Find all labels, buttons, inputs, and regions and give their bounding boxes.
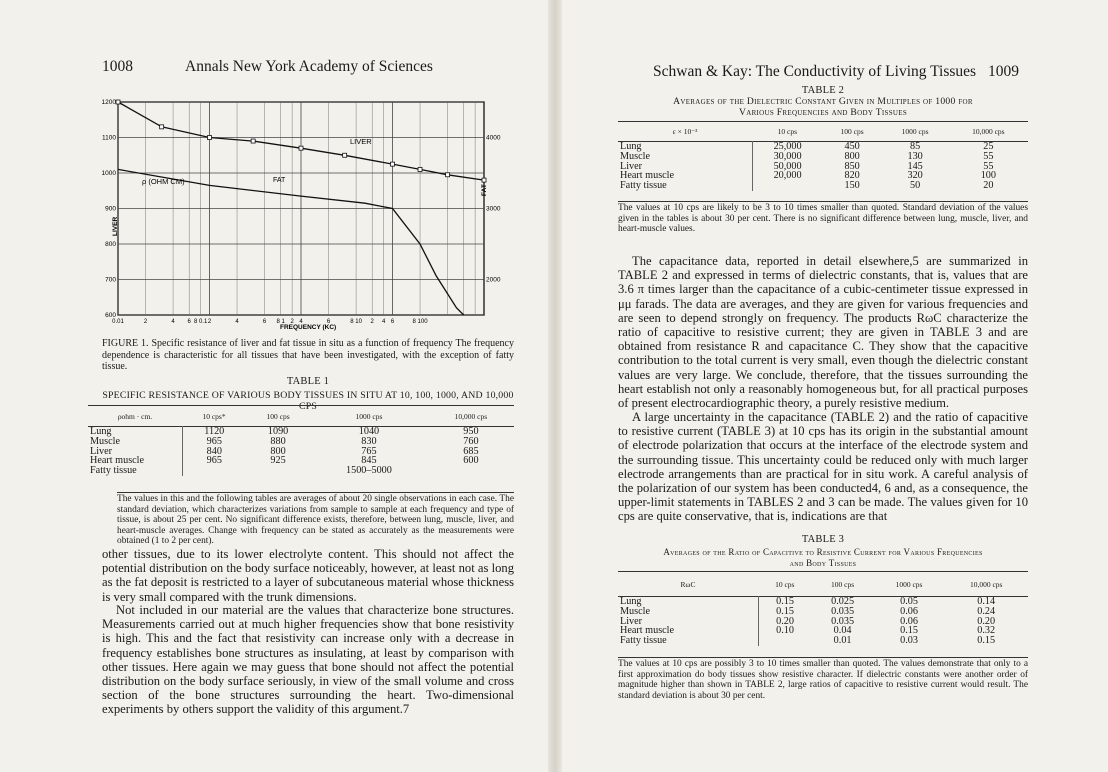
table2-cell: 800 <box>844 150 860 162</box>
table2-header: 10,000 cps <box>972 127 1005 136</box>
table2-header: 100 cps <box>840 127 864 136</box>
table2-header: 1000 cps <box>901 127 929 136</box>
data-point-liver <box>160 125 164 129</box>
table2-cell: 150 <box>844 180 860 192</box>
data-point-liver <box>446 173 450 177</box>
table2-title-2: Various Frequencies and Body Tissues <box>738 107 908 118</box>
right-page <box>560 0 1108 772</box>
table2-row-label: Muscle <box>618 152 752 162</box>
table1-row-label: Fatty tissue <box>88 466 182 476</box>
table1-cell <box>182 466 246 476</box>
table2-row-label: Lung <box>618 142 752 152</box>
table3-row <box>618 626 1028 636</box>
table1-cell: 600 <box>463 455 479 467</box>
table1-cell: 840 <box>206 445 222 457</box>
table1-row <box>88 466 514 476</box>
right-y-tick-label: 2000 <box>486 276 501 284</box>
table2-cell: 850 <box>844 160 860 172</box>
table3-cell: 0.10 <box>776 625 794 637</box>
table3-cell: 0.24 <box>977 605 996 617</box>
table3-header: 1000 cps <box>895 579 923 589</box>
table2-row-label: Liver <box>618 162 752 172</box>
table2-row-label: Fatty tissue <box>618 181 752 191</box>
table3-cell: 0.15 <box>900 625 918 637</box>
table3-row <box>618 636 1028 646</box>
table2-row <box>618 171 1028 181</box>
table3-cell: 0.15 <box>776 605 794 617</box>
table3-cell: 0.025 <box>831 596 855 607</box>
right-paragraph-1: The capacitance data, reported in detail elsewhere,5 are summarized in TABLE 2 and expressed in terms of dielectric constants, that is, values that are 3.6 π times larger than the capacitance of a cubic-centimeter tissue expressed in μμ farads. The data are averages, and they are given for various frequencies and are seen to depend strongly on frequency. The products RωC characterize the ratio of capacitive to resistive current; they are given in TABLE 3 and are obtained from resistance R and capacitance C. They show that the capacitive contribution to the total current is very small, even though the dielectric constant values are very large. We conclude, therefore, that the tissues surrounding the heart establish not only a reasonably homogeneous but, for all practical purposes of present electrocardiographic theory, a purely resistive medium. <box>618 254 1028 411</box>
x-tick-label: 6 <box>262 319 267 325</box>
table2-cell: 20,000 <box>773 170 802 182</box>
table1-header: 100 cps <box>266 411 290 421</box>
data-point-liver <box>208 136 212 140</box>
table2-row <box>618 181 1028 191</box>
x-tick-label: 6 <box>390 319 395 325</box>
table2-cell: 100 <box>980 170 996 182</box>
data-point-liver <box>482 178 486 182</box>
table3-title-2: and Body Tissues <box>789 558 857 568</box>
x-tick-label: 4 <box>171 319 175 325</box>
table1-row <box>88 447 514 457</box>
data-point-liver <box>391 162 395 166</box>
y-tick-label: 1100 <box>102 134 116 142</box>
table2-cell: 55 <box>983 150 994 162</box>
x-tick-label: 8 0.1 <box>193 319 208 325</box>
x-tick-label: 2 <box>207 319 212 325</box>
table1-row <box>88 427 514 437</box>
table3-cell: 0.01 <box>833 635 852 647</box>
table3-row <box>618 607 1028 617</box>
x-tick-label: 2 <box>143 319 148 325</box>
x-tick-label: 6 <box>187 319 191 325</box>
table1-title: SPECIFIC RESISTANCE OF VARIOUS BODY TISSUES IN SITU AT 10, 100, 1000, AND 10,000 CPS <box>102 390 514 412</box>
x-tick-label: 4 <box>299 319 303 325</box>
y-tick-label: 900 <box>105 205 116 213</box>
table2-cell <box>752 181 823 191</box>
table1-cell: 880 <box>270 435 286 447</box>
table3-cell: 0.32 <box>977 625 996 637</box>
table2-cell: 30,000 <box>773 150 802 162</box>
table2-header: 10 cps <box>777 127 797 136</box>
chart-right-axis-label: FAT <box>481 184 488 196</box>
table1-header: ρohm · cm. <box>117 411 153 421</box>
table2-row <box>618 142 1028 152</box>
table1-row-label: Heart muscle <box>88 456 182 466</box>
table3-header: 10,000 cps <box>969 579 1003 589</box>
table1-cell: 965 <box>206 455 222 467</box>
table3-cell: 0.14 <box>977 596 996 607</box>
table2-cell: 450 <box>844 141 860 152</box>
table2-cell: 50,000 <box>773 160 802 172</box>
table1-cell: 950 <box>463 426 479 437</box>
right-y-tick-label: 3000 <box>486 205 501 213</box>
table1-cell: 685 <box>463 445 479 457</box>
table1-row-label: Lung <box>88 427 182 437</box>
chart-annotation-fat: FAT <box>273 177 286 184</box>
table2-row <box>618 162 1028 172</box>
table1-row-label: Liver <box>88 447 182 457</box>
table2-cell: 820 <box>844 170 860 182</box>
table3-cell: 0.035 <box>831 605 855 617</box>
chart-grid <box>118 102 484 315</box>
table2-cell: 55 <box>983 160 994 172</box>
table3-row-label: Liver <box>618 617 758 627</box>
table1-row-label: Muscle <box>88 437 182 447</box>
x-tick-label: 2 <box>290 319 294 325</box>
table1-cell: 1500–5000 <box>346 465 392 477</box>
table3-cell: 0.20 <box>977 615 996 627</box>
table2-row-label: Heart muscle <box>618 171 752 181</box>
table1-cell: 925 <box>270 455 286 467</box>
table3-header: RωC <box>680 579 696 589</box>
table3-note: The values at 10 cps are possibly 3 to 10 times smaller than quoted. The values demonstrate that only to a first approximation do body tissues show resistive character. If dielectric constants were another order of magnitude higher than shown in TABLE 2, large ratios of capacitive to resistive current would result. The standard deviation is about 30 per cent. <box>618 659 1028 701</box>
table3-cell: 0.06 <box>900 615 918 627</box>
y-tick-label: 1000 <box>101 170 116 177</box>
x-tick-label: 4 <box>381 319 386 325</box>
table3-title-1: Averages of the Ratio of Capacitive to Resistive Current for Various Frequencies <box>663 547 983 557</box>
table3-cell: 0.06 <box>900 605 918 617</box>
table1-cell: 765 <box>361 445 377 457</box>
chart-annotation-rho: ρ (OHM CM) <box>142 177 185 186</box>
table3-row-label: Muscle <box>618 607 758 617</box>
table1-cell: 965 <box>206 435 222 447</box>
x-tick-label: 8 100 <box>412 319 428 325</box>
table3-label: TABLE 3 <box>801 534 845 545</box>
chart-annotation-liver: LIVER <box>350 137 372 146</box>
table1-label: TABLE 1 <box>286 376 330 387</box>
table1 <box>88 405 514 480</box>
left-page <box>0 0 540 772</box>
y-tick-label: 700 <box>105 276 116 284</box>
table3-row <box>618 597 1028 607</box>
table1-header: 10,000 cps <box>454 411 488 421</box>
left-paragraph-1: other tissues, due to its lower electrolyte content. This should not affect the potential distribution on the body surface noticeably, however, at least not as long as the fat deposit is restricted to a layer of subcutaneous material whose thickness is very small compared with the trunk dimensions. <box>102 547 514 604</box>
table1-cell: 1120 <box>204 426 225 437</box>
table1-cell <box>246 466 310 476</box>
table3-row-label: Lung <box>618 597 758 607</box>
table1-cell: 1040 <box>358 426 380 437</box>
table1-cell: 1090 <box>267 426 289 437</box>
table1-header: 10 cps* <box>202 411 226 421</box>
table2-title-1: Averages of the Dielectric Constant Given in Multiples of 1000 for <box>673 96 973 107</box>
x-tick-label: 0.01 <box>112 319 124 325</box>
table1-header: 1000 cps <box>355 411 383 421</box>
right-y-tick-label: 4000 <box>486 134 501 142</box>
data-point-liver <box>418 167 422 171</box>
chart-left-axis-label: LIVER <box>112 216 119 236</box>
x-tick-label: 4 <box>235 319 239 325</box>
table3-cell: 0.15 <box>977 635 996 647</box>
table2-note: The values at 10 cps are likely to be 3 to 10 times smaller than quoted. Standard deviation of the values given in the tables is about 30 per cent. There is no significant difference between lung, muscle, liver, and heart-muscle values. <box>618 203 1028 235</box>
right-running-head: Schwan & Kay: The Conductivity of Living Tissues <box>653 63 977 80</box>
table1-cell: 800 <box>270 445 286 457</box>
table2-cell: 25,000 <box>773 141 802 152</box>
figure-caption: FIGURE 1. Specific resistance of liver and fat tissue in situ as a function of frequency The frequency dependence is characteristic for all tissues that have been investigated, with the exception of fatty tissue. <box>102 338 514 372</box>
table1-row <box>88 437 514 447</box>
y-tick-label: 800 <box>105 241 116 248</box>
table3 <box>618 571 1028 650</box>
table3-cell: 0.03 <box>900 635 918 647</box>
left-page-number: 1008 <box>102 58 133 75</box>
table1-row <box>88 456 514 466</box>
table3-row-label: Fatty tissue <box>618 636 758 646</box>
table2-header: ε × 10⁻³ <box>672 127 698 136</box>
y-tick-label: 1200 <box>101 99 116 106</box>
table2-cell: 25 <box>983 141 994 152</box>
table3-row <box>618 617 1028 627</box>
y-tick-label: 600 <box>105 312 116 319</box>
table3-cell: 0.05 <box>900 596 918 607</box>
right-paragraph-2: A large uncertainty in the capacitance (TABLE 2) and the ratio of capacitive to resistive current (TABLE 3) at 10 cps has its origin in the substantial amount of electrode polarization that occurs at the interface of the electrode system and the surrounding tissue. This uncertainty could be reduced only with much larger electrode arrangements than are practical for in situ work. A careful analysis of the polarization of our system has been conducted4, 6 and, as a consequence, the upper-limit statements in TABLES 2 and 3 can be made. The values given for 10 cps are quite conservative, that is, indications are that <box>618 410 1028 524</box>
table2-cell: 130 <box>907 150 923 162</box>
table2 <box>618 121 1028 195</box>
data-point-liver <box>251 139 255 143</box>
table1-cell: 845 <box>361 455 377 467</box>
table2-cell: 145 <box>907 160 923 172</box>
chart-x-axis-label: FREQUENCY (KC) <box>280 324 337 331</box>
table2-cell: 50 <box>910 180 921 192</box>
table2-row <box>618 152 1028 162</box>
table1-cell <box>428 466 514 476</box>
table3-header: 100 cps <box>831 579 855 589</box>
table1-note: The values in this and the following tables are averages of about 20 single observations in each case. The standard deviation, which characterizes variations from sample to sample at each frequency and type of tissue, is about 25 per cent. No significant difference exists, therefore, between lung, muscle, liver, and heart-muscle averages. Change with frequency can be stated as accurately as the measurements were obtained (1 to 2 per cent). <box>117 494 514 547</box>
x-tick-label: 2 <box>370 319 374 325</box>
table3-cell: 0.15 <box>776 596 794 607</box>
table2-cell: 320 <box>907 170 923 182</box>
left-paragraph-2: Not included in our material are the values that characterize bone structures. Measurements carried out at much higher frequencies show that bone resistivity is high. This and the fact that resistivity can increase only with a decrease in frequency establishes bone structures as insulating, at least by comparison with other tissues. Here again we may guess that bone should not affect the potential distribution on the body surface seriously, in view of the small volume and cross section of the bone structures surrounding the heart. Two-dimensional experiments by others support the validity of this argument.7 <box>102 603 514 717</box>
x-tick-label: 8 1 <box>276 319 285 325</box>
x-tick-label: 8 10 <box>350 319 362 325</box>
data-point-liver <box>299 146 303 150</box>
data-point-liver <box>116 100 120 104</box>
table3-cell <box>758 636 812 646</box>
resistivity-chart <box>100 88 510 338</box>
table3-cell: 0.035 <box>831 615 855 627</box>
table3-cell: 0.20 <box>776 615 794 627</box>
table3-row-label: Heart muscle <box>618 626 758 636</box>
x-tick-label: 6 <box>326 319 331 325</box>
series-line-fat <box>118 169 464 315</box>
table1-cell: 760 <box>463 435 479 447</box>
table2-cell: 85 <box>910 141 921 152</box>
right-page-number: 1009 <box>988 63 1019 80</box>
table2-label: TABLE 2 <box>801 85 845 96</box>
table3-header: 10 cps <box>775 579 795 589</box>
table3-cell: 0.04 <box>833 625 852 637</box>
data-point-liver <box>343 153 347 157</box>
table1-cell: 830 <box>361 435 377 447</box>
left-running-head: Annals New York Academy of Sciences <box>185 58 433 75</box>
table2-cell: 20 <box>983 180 994 192</box>
